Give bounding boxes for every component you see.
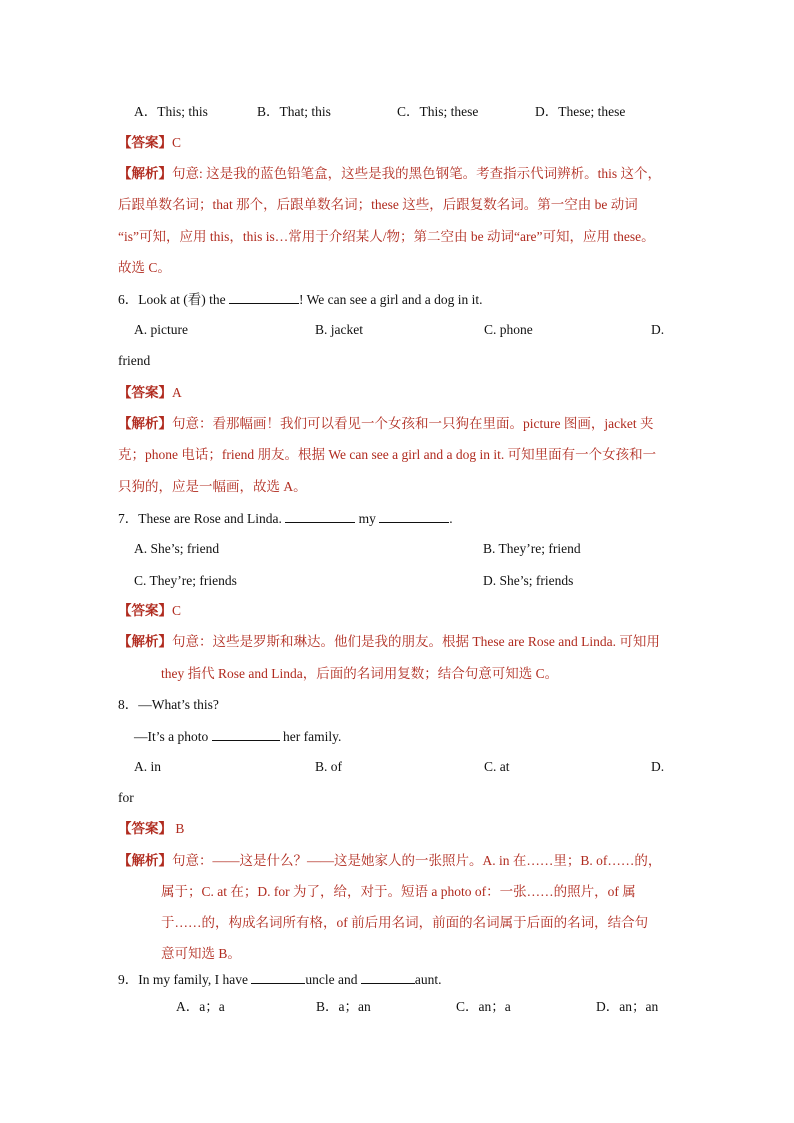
q9-stem [118, 970, 441, 989]
answer-tag: 【答案】 [118, 603, 172, 618]
q9-option-b: B．a；an [316, 999, 371, 1014]
analysis-tag: 【解析】 [118, 416, 172, 431]
q6-analysis-line-3: 只狗的，应是一幅画，故选 A。 [118, 479, 307, 494]
q8-stem-after: her family. [283, 729, 342, 744]
q5-analysis-line-4: 故选 C。 [118, 260, 171, 275]
q8-option-c: C. at [484, 759, 510, 774]
q8-option-d-wrap: for [118, 790, 134, 805]
q8-analysis-line-4: 意可知选 B。 [161, 946, 241, 961]
q6-analysis-line-2: 克；phone 电话；friend 朋友。根据 We can see a girl and a dog in it. 可知里面有一个女孩和一 [118, 447, 657, 462]
q7-option-d: D. She’s; friends [483, 573, 574, 588]
answer-blank [212, 727, 280, 741]
q5-analysis-line-3: “is”可知，应用 this，this is…常用于介绍某人/物；第二空由 be 动词“are”可知，应用 these。 [118, 229, 655, 244]
q7-analysis-line-1 [118, 633, 660, 651]
q6-stem-after: ! We can see a girl and a dog in it. [298, 292, 483, 307]
q6-option-d-wrap: friend [118, 353, 151, 368]
q5-analysis-line-2: 后跟单数名词；that 那个，后跟单数名词；these 这些，后跟复数名词。第一空由 be 动词 [118, 197, 638, 212]
q7-analysis-line-2: they 指代 Rose and Linda，后面的名词用复数；结合句意可知选 C。 [161, 666, 559, 681]
q7-stem-mid: my [358, 511, 376, 526]
analysis-text: 句意: 这是我的蓝色铅笔盒，这些是我的黑色钢笔。考查指示代词辨析。this 这个， [172, 166, 662, 181]
q9-stem-after: aunt. [414, 972, 442, 987]
q5-option-c: C．This; these [397, 104, 479, 119]
q7-stem-after: . [449, 511, 453, 526]
q8-stem-line-2 [134, 727, 341, 746]
answer-value: B [175, 821, 185, 836]
answer-blank [379, 509, 449, 523]
q8-answer [118, 820, 184, 838]
analysis-text: 句意：这些是罗斯和琳达。他们是我的朋友。根据 These are Rose and Linda. 可知用 [172, 634, 660, 649]
analysis-tag: 【解析】 [118, 853, 172, 868]
q6-option-b: B. jacket [315, 322, 363, 337]
q5-option-b: B．That; this [257, 104, 331, 119]
q6-option-c: C. phone [484, 322, 533, 337]
answer-value: C [172, 603, 182, 618]
answer-tag: 【答案】 [118, 821, 172, 836]
q6-answer [118, 384, 182, 402]
q8-option-b: B. of [315, 759, 342, 774]
q9-stem-mid: uncle and [305, 972, 358, 987]
answer-value: A [172, 385, 182, 400]
q7-option-a: A. She’s; friend [134, 541, 220, 556]
q9-option-d: D．an；an [596, 999, 659, 1014]
q8-stem-line-1: 8．—What’s this? [118, 697, 219, 712]
q5-answer [118, 134, 181, 152]
q7-answer [118, 602, 181, 620]
q6-option-d: D. [651, 322, 665, 337]
q8-stem-before: —It’s a photo [134, 729, 209, 744]
q8-option-d: D. [651, 759, 665, 774]
q5-option-a: A．This; this [134, 104, 208, 119]
q6-option-a: A. picture [134, 322, 188, 337]
q8-option-a: A. in [134, 759, 161, 774]
q5-analysis-line-1 [118, 165, 661, 183]
analysis-tag: 【解析】 [118, 634, 172, 649]
analysis-text: 句意：——这是什么？——这是她家人的一张照片。A. in 在……里；B. of……的， [172, 853, 662, 868]
q9-option-a: A．a；a [176, 999, 225, 1014]
q6-analysis-line-1 [118, 415, 653, 433]
answer-blank [251, 970, 305, 984]
answer-blank [285, 509, 355, 523]
analysis-tag: 【解析】 [118, 166, 172, 181]
q8-analysis-line-3: 于……的，构成名词所有格，of 前后用名词，前面的名词属于后面的名词，结合句 [161, 915, 649, 930]
q7-option-c: C. They’re; friends [134, 573, 237, 588]
answer-tag: 【答案】 [118, 135, 172, 150]
analysis-text: 句意：看那幅画！我们可以看见一个女孩和一只狗在里面。picture 图画，jacket 夹 [172, 416, 654, 431]
answer-tag: 【答案】 [118, 385, 172, 400]
answer-blank [361, 970, 415, 984]
q8-analysis-line-1 [118, 852, 661, 870]
q7-stem [118, 509, 453, 528]
q9-stem-before: 9．In my family, I have [118, 972, 248, 987]
q6-stem-before: 6．Look at (看) the [118, 292, 226, 307]
q7-stem-before: 7．These are Rose and Linda. [118, 511, 282, 526]
answer-value: C [172, 135, 182, 150]
q5-option-d: D．These; these [535, 104, 626, 119]
q7-option-b: B. They’re; friend [483, 541, 581, 556]
q8-analysis-line-2: 属于；C. at 在；D. for 为了，给，对于。短语 a photo of：一张……的照片，of 属 [161, 884, 636, 899]
answer-blank [229, 290, 299, 304]
q9-option-c: C．an；a [456, 999, 511, 1014]
q6-stem [118, 290, 482, 309]
